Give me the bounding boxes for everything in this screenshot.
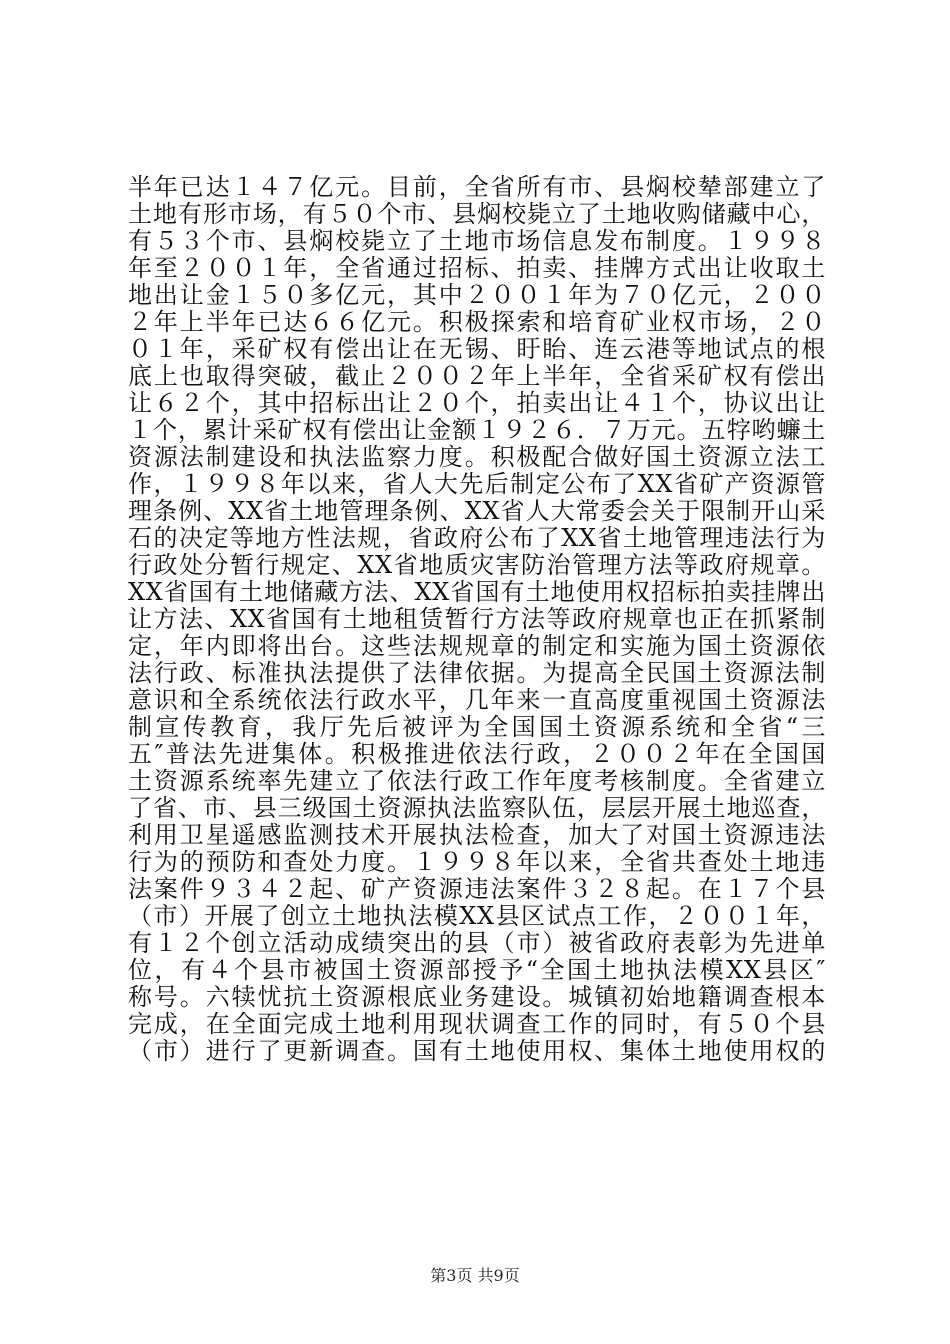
text-line: 让６２个，其中招标出让２０个，拍卖出让４１个，协议出让 <box>128 390 826 417</box>
text-line: 称号。六犊忧抗土资源根底业务建设。城镇初始地籍调查根本 <box>128 984 826 1011</box>
text-line: 意识和全系统依法行政水平，几年来一直高度重视国土资源法 <box>128 687 826 714</box>
text-line: 底上也取得突破，截止２００２年上半年，全省采矿权有偿出 <box>128 363 826 390</box>
body-text <box>128 174 826 1065</box>
text-line: （市）进行了更新调查。国有土地使用权、集体土地使用权的 <box>128 1038 826 1065</box>
text-line: 行为的预防和查处力度。１９９８年以来，全省共查处土地违 <box>128 849 826 876</box>
text-line: 地出让金１５０多亿元，其中２００１年为７０亿元，２００ <box>128 282 826 309</box>
text-line: 资源法制建设和执法监察力度。积极配合做好国土资源立法工 <box>128 444 826 471</box>
text-line: 作，１９９８年以来，省人大先后制定公布了XX省矿产资源管 <box>128 471 826 498</box>
text-line: ２年上半年已达６６亿元。积极探索和培育矿业权市场，２０ <box>128 309 826 336</box>
text-line: 有５３个市、县焖校毙立了土地市场信息发布制度。１９９８ <box>128 228 826 255</box>
text-line: 完成，在全面完成土地利用现状调查工作的同时，有５０个县 <box>128 1011 826 1038</box>
text-line: 让方法、XX省国有土地租赁暂行方法等政府规章也正在抓紧制 <box>128 606 826 633</box>
text-line: 石的决定等地方性法规，省政府公布了XX省土地管理违法行为 <box>128 525 826 552</box>
text-line: 制宣传教育，我厅先后被评为全国国土资源系统和全省“三 <box>128 714 826 741</box>
text-line: １个，累计采矿权有偿出让金额１９２６．７万元。五牸哟蠊土 <box>128 417 826 444</box>
text-line: XX省国有土地储藏方法、XX省国有土地使用权招标拍卖挂牌出 <box>128 579 826 606</box>
text-line: 法行政、标准执法提供了法律依据。为提高全民国土资源法制 <box>128 660 826 687</box>
text-line: 理条例、XX省土地管理条例、XX省人大常委会关于限制开山采 <box>128 498 826 525</box>
text-line: 了省、市、县三级国土资源执法监察队伍，层层开展土地巡查， <box>128 795 826 822</box>
text-line: 有１２个创立活动成绩突出的县（市）被省政府表彰为先进单 <box>128 930 826 957</box>
text-line: 土地有形市场，有５０个市、县焖校毙立了土地收购储藏中心， <box>128 201 826 228</box>
text-line: ０１年，采矿权有偿出让在无锡、盱眙、连云港等地试点的根 <box>128 336 826 363</box>
text-line: 五″普法先进集体。积极推进依法行政，２００２年在全国国 <box>128 741 826 768</box>
text-line: 位，有４个县市被国土资源部授予“全国土地执法模XX县区″ <box>128 957 826 984</box>
text-line: （市）开展了创立土地执法模XX县区试点工作，２００１年， <box>128 903 826 930</box>
text-line: 定，年内即将出台。这些法规规章的制定和实施为国土资源依 <box>128 633 826 660</box>
page-number-footer: 第3页 共9页 <box>430 1266 520 1285</box>
text-line: 土资源系统率先建立了依法行政工作年度考核制度。全省建立 <box>128 768 826 795</box>
text-line: 法案件９３４２起、矿产资源违法案件３２８起。在１７个县 <box>128 876 826 903</box>
text-line: 行政处分暂行规定、XX省地质灾害防治管理方法等政府规章。 <box>128 552 826 579</box>
text-line: 半年已达１４７亿元。目前，全省所有市、县焖校辇部建立了 <box>128 174 826 201</box>
text-line: 年至２００１年，全省通过招标、拍卖、挂牌方式出让收取土 <box>128 255 826 282</box>
text-line: 利用卫星遥感监测技术开展执法检查，加大了对国土资源违法 <box>128 822 826 849</box>
